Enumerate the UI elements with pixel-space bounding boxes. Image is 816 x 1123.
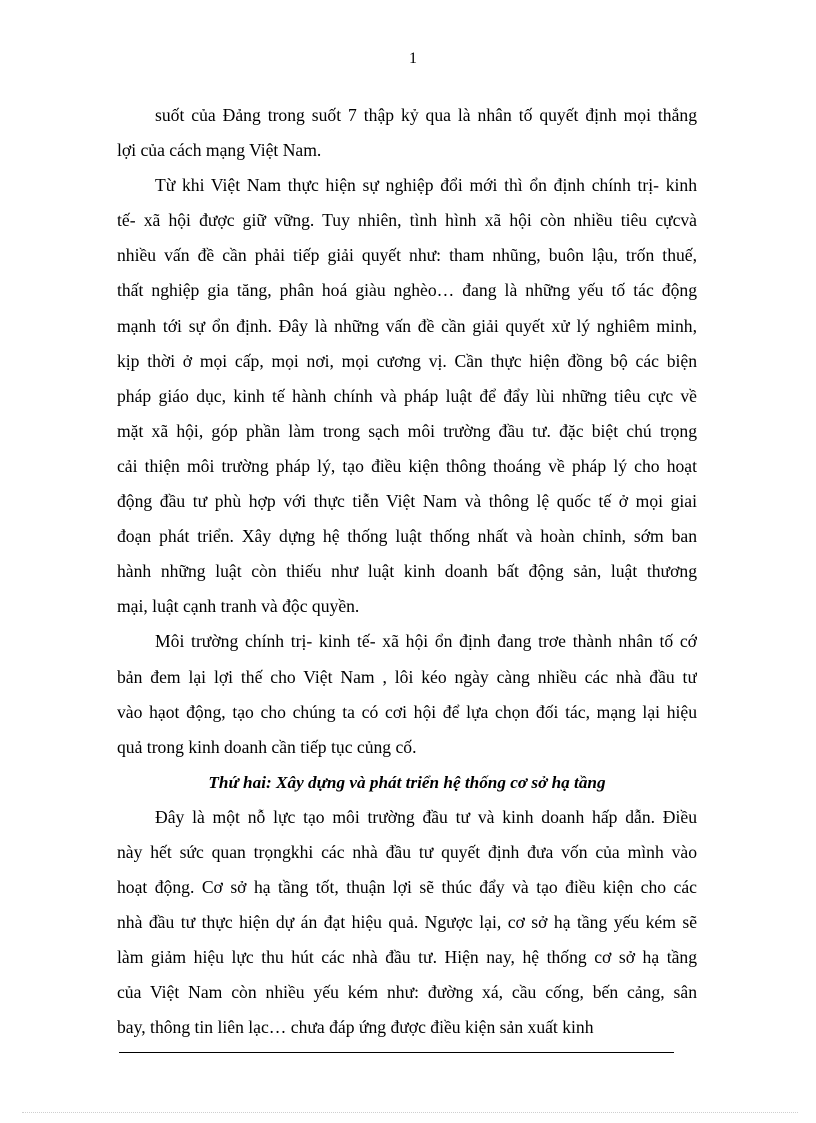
footer-divider [119, 1052, 674, 1053]
text-line: bay, thông tin liên lạc… chưa đáp ứng được điều kiện sản xuất kinh [117, 1017, 594, 1038]
text-line: suốt của Đảng trong suốt 7 thập kỷ qua là nhân tố quyết định mọi thắng [155, 105, 697, 125]
text-line: vào hạot động, tạo cho chúng ta có cơi hội để lựa chọn đối tác, mạng lại hiệu [117, 701, 697, 722]
text-line: bản đem lại lợi thế cho Việt Nam , lôi kéo ngày càng nhiều các nhà đầu tư [117, 666, 697, 687]
document-body [117, 98, 697, 1046]
page-bottom-edge [22, 1112, 798, 1113]
section-heading: Thứ hai: Xây dựng và phát triển hệ thống cơ sở hạ tầng [208, 772, 606, 792]
text-line: nhà đầu tư thực hiện dự án đạt hiệu quả. Ngược lại, cơ sở hạ tầng yếu kém sẽ [117, 912, 697, 933]
text-line: Từ khi Việt Nam thực hiện sự nghiệp đổi mới thì ổn định chính trị- kinh [155, 175, 697, 196]
text-line: này hết sức quan trọngkhi các nhà đầu tư quyết định đưa vốn của mình vào [117, 841, 697, 862]
text-line: thất nghiệp gia tăng, phân hoá giàu nghèo… đang là những yếu tố tác động [117, 280, 697, 301]
text-line: hành những luật còn thiếu như luật kinh doanh bất động sản, luật thương [117, 561, 697, 582]
text-line: mặt xã hội, góp phần làm trong sạch môi trường đầu tư. đặc biệt chú trọng [117, 420, 697, 441]
text-line: mạnh tới sự ổn định. Đây là những vấn đề cần giải quyết xử lý nghiêm minh, [117, 315, 697, 336]
text-line: làm giảm hiệu lực thu hút các nhà đầu tư. Hiện nay, hệ thống cơ sở hạ tầng [117, 947, 697, 968]
text-line: Môi trường chính trị- kinh tế- xã hội ổn định đang trơe thành nhân tố cớ [155, 631, 697, 652]
text-line: đoạn phát triển. Xây dựng hệ thống luật thống nhất và hoàn chỉnh, sớm ban [117, 526, 697, 547]
text-line: động đầu tư phù hợp với thực tiễn Việt Nam và thông lệ quốc tế ở mọi giai [117, 491, 697, 512]
text-line: lợi của cách mạng Việt Nam. [117, 140, 322, 161]
text-line: tế- xã hội được giữ vững. Tuy nhiên, tình hình xã hội còn nhiều tiêu cựcvà [117, 210, 697, 231]
text-line: mại, luật cạnh tranh và độc quyền. [117, 596, 360, 617]
text-line: pháp giáo dục, kinh tế hành chính và pháp luật để đẩy lùi những tiêu cực về [117, 385, 697, 406]
text-line: nhiều vấn đề cần phải tiếp giải quyết như: tham nhũng, buôn lậu, trốn thuế, [117, 245, 697, 266]
text-line: kịp thời ở mọi cấp, mọi nơi, mọi cương vị. Cần thực hiện đồng bộ các biện [117, 350, 697, 371]
text-line: cải thiện môi trường pháp lý, tạo điều kiện thông thoáng về pháp lý cho hoạt [117, 455, 697, 476]
text-line: hoạt động. Cơ sở hạ tầng tốt, thuận lợi sẽ thúc đẩy và tạo điều kiện cho các [117, 877, 697, 898]
text-line: Đây là một nỗ lực tạo môi trường đầu tư và kinh doanh hấp dẫn. Điều [155, 806, 697, 827]
text-line: quả trong kinh doanh cần tiếp tục củng cố. [117, 736, 417, 757]
page-number: 1 [409, 50, 417, 67]
text-line: của Việt Nam còn nhiều yếu kém như: đường xá, cầu cống, bến cảng, sân [117, 982, 697, 1003]
